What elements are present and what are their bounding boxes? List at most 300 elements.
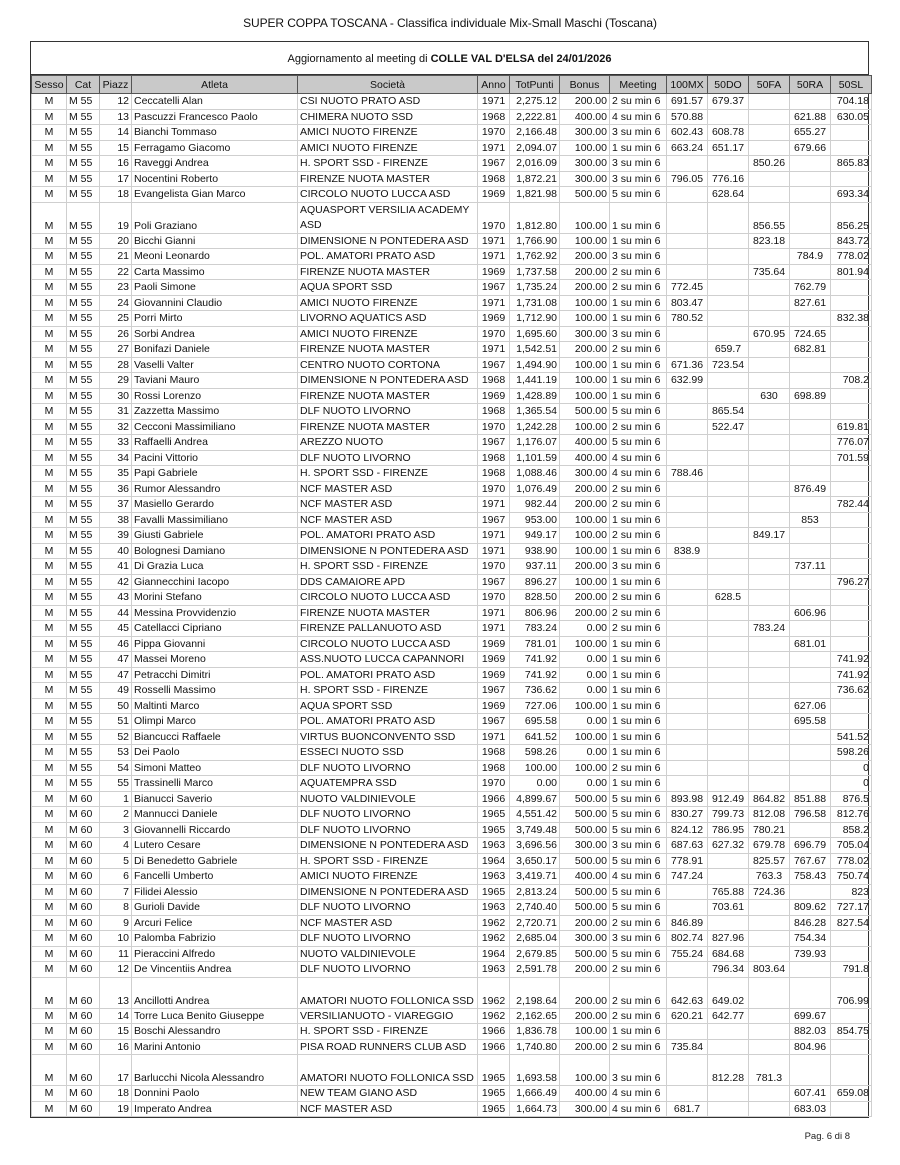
cell-anno: 1969 [478, 698, 510, 714]
cell-totpunti: 1,542.51 [510, 342, 560, 358]
cell-cat: M 60 [67, 807, 100, 823]
table-row [32, 807, 872, 823]
cell-50ra: 758.43 [790, 869, 831, 885]
cell-50ra [790, 884, 831, 900]
cell-50do [708, 543, 749, 559]
cell-societa: POL. AMATORI PRATO ASD [298, 249, 478, 265]
cell-bonus: 300.00 [560, 125, 610, 141]
table-row [32, 156, 872, 172]
cell-50sl: 778.02 [831, 853, 872, 869]
cell-50fa [749, 559, 790, 575]
cell-cat: M 60 [67, 1055, 100, 1086]
cell-atleta: Barlucchi Nicola Alessandro [132, 1055, 298, 1086]
cell-50ra: 607.41 [790, 1086, 831, 1102]
cell-sesso: M [32, 311, 67, 327]
cell-societa: AQUATEMPRA SSD [298, 776, 478, 792]
cell-100mx [667, 342, 708, 358]
table-row [32, 171, 872, 187]
table-row [32, 450, 872, 466]
cell-meeting: 5 su min 6 [610, 404, 667, 420]
cell-50do [708, 760, 749, 776]
cell-meeting: 5 su min 6 [610, 435, 667, 451]
cell-50sl [831, 636, 872, 652]
table-row [32, 962, 872, 978]
cell-anno: 1966 [478, 1039, 510, 1055]
cell-50fa: 825.57 [749, 853, 790, 869]
cell-50fa [749, 404, 790, 420]
cell-50do: 827.96 [708, 931, 749, 947]
cell-atleta: Bolognesi Damiano [132, 543, 298, 559]
cell-anno: 1970 [478, 776, 510, 792]
cell-anno: 1962 [478, 915, 510, 931]
cell-cat: M 60 [67, 853, 100, 869]
cell-totpunti: 0.00 [510, 776, 560, 792]
cell-atleta: Ancillotti Andrea [132, 977, 298, 1008]
cell-50do: 651.17 [708, 140, 749, 156]
cell-50do [708, 450, 749, 466]
cell-50fa [749, 125, 790, 141]
cell-50ra [790, 729, 831, 745]
cell-anno: 1971 [478, 233, 510, 249]
cell-sesso: M [32, 342, 67, 358]
cell-bonus: 0.00 [560, 667, 610, 683]
cell-sesso: M [32, 559, 67, 575]
cell-50ra [790, 621, 831, 637]
cell-50sl [831, 528, 872, 544]
cell-bonus: 200.00 [560, 977, 610, 1008]
cell-50do: 765.88 [708, 884, 749, 900]
cell-meeting: 2 su min 6 [610, 760, 667, 776]
table-row [32, 1024, 872, 1040]
cell-societa: NUOTO VALDINIEVOLE [298, 791, 478, 807]
cell-100mx: 620.21 [667, 1008, 708, 1024]
cell-50sl: 801.94 [831, 264, 872, 280]
cell-atleta: Bianucci Saverio [132, 791, 298, 807]
cell-meeting: 1 su min 6 [610, 543, 667, 559]
cell-sesso: M [32, 605, 67, 621]
cell-sesso: M [32, 187, 67, 203]
cell-50ra [790, 962, 831, 978]
cell-cat: M 55 [67, 481, 100, 497]
cell-sesso: M [32, 760, 67, 776]
cell-totpunti: 1,872.21 [510, 171, 560, 187]
cell-50sl [831, 342, 872, 358]
cell-anno: 1962 [478, 977, 510, 1008]
cell-cat: M 55 [67, 497, 100, 513]
cell-totpunti: 3,696.56 [510, 838, 560, 854]
cell-piazz: 45 [100, 621, 132, 637]
cell-societa: ESSECI NUOTO SSD [298, 745, 478, 761]
cell-societa: AMATORI NUOTO FOLLONICA SSD [298, 977, 478, 1008]
table-row [32, 729, 872, 745]
cell-sesso: M [32, 1039, 67, 1055]
cell-50do [708, 667, 749, 683]
cell-50do [708, 249, 749, 265]
cell-sesso: M [32, 1055, 67, 1086]
cell-atleta: Papi Gabriele [132, 466, 298, 482]
cell-anno: 1962 [478, 1008, 510, 1024]
cell-meeting: 1 su min 6 [610, 574, 667, 590]
cell-50sl: 854.75 [831, 1024, 872, 1040]
cell-atleta: Gurioli Davide [132, 900, 298, 916]
cell-50sl [831, 543, 872, 559]
cell-sesso: M [32, 869, 67, 885]
cell-meeting: 2 su min 6 [610, 605, 667, 621]
cell-meeting: 2 su min 6 [610, 977, 667, 1008]
cell-meeting: 1 su min 6 [610, 776, 667, 792]
cell-totpunti: 1,242.28 [510, 419, 560, 435]
cell-50do: 703.61 [708, 900, 749, 916]
cell-societa: AQUASPORT VERSILIA ACADEMY ASD [298, 202, 478, 233]
cell-meeting: 1 su min 6 [610, 357, 667, 373]
cell-50sl [831, 404, 872, 420]
cell-sesso: M [32, 94, 67, 110]
cell-50ra [790, 233, 831, 249]
cell-cat: M 55 [67, 528, 100, 544]
cell-50fa [749, 512, 790, 528]
cell-sesso: M [32, 574, 67, 590]
cell-100mx [667, 729, 708, 745]
cell-anno: 1968 [478, 745, 510, 761]
table-row [32, 466, 872, 482]
cell-50fa [749, 171, 790, 187]
cell-sesso: M [32, 404, 67, 420]
cell-societa: POL. AMATORI PRATO ASD [298, 667, 478, 683]
cell-societa: DLF NUOTO LIVORNO [298, 962, 478, 978]
cell-societa: H. SPORT SSD - FIRENZE [298, 1024, 478, 1040]
cell-atleta: Di Grazia Luca [132, 559, 298, 575]
update-subtitle [31, 42, 868, 75]
cell-sesso: M [32, 853, 67, 869]
cell-atleta: Giannecchini Iacopo [132, 574, 298, 590]
header-piazz: Piazz [100, 76, 132, 94]
table-row [32, 233, 872, 249]
header-totpunti: TotPunti [510, 76, 560, 94]
cell-piazz: 17 [100, 171, 132, 187]
cell-50do [708, 528, 749, 544]
cell-totpunti: 2,166.48 [510, 125, 560, 141]
cell-meeting: 3 su min 6 [610, 1055, 667, 1086]
cell-50fa [749, 342, 790, 358]
cell-50fa [749, 419, 790, 435]
cell-50do [708, 109, 749, 125]
cell-50fa [749, 450, 790, 466]
cell-piazz: 22 [100, 264, 132, 280]
standings-table [31, 75, 872, 1117]
table-row [32, 125, 872, 141]
cell-totpunti: 1,101.59 [510, 450, 560, 466]
cell-totpunti: 1,740.80 [510, 1039, 560, 1055]
cell-societa: H. SPORT SSD - FIRENZE [298, 156, 478, 172]
cell-societa: FIRENZE NUOTA MASTER [298, 264, 478, 280]
cell-societa: VIRTUS BUONCONVENTO SSD [298, 729, 478, 745]
cell-50sl [831, 280, 872, 296]
cell-piazz: 55 [100, 776, 132, 792]
cell-100mx: 772.45 [667, 280, 708, 296]
cell-atleta: Boschi Alessandro [132, 1024, 298, 1040]
cell-50fa: 856.55 [749, 202, 790, 233]
cell-50fa: 850.26 [749, 156, 790, 172]
cell-piazz: 37 [100, 497, 132, 513]
table-row [32, 636, 872, 652]
cell-piazz: 4 [100, 838, 132, 854]
cell-50fa [749, 249, 790, 265]
table-row [32, 698, 872, 714]
cell-totpunti: 1,821.98 [510, 187, 560, 203]
cell-50sl [831, 559, 872, 575]
header-50fa: 50FA [749, 76, 790, 94]
cell-50fa [749, 94, 790, 110]
cell-meeting: 4 su min 6 [610, 1086, 667, 1102]
cell-50sl [831, 605, 872, 621]
table-row [32, 419, 872, 435]
cell-100mx [667, 605, 708, 621]
cell-100mx [667, 621, 708, 637]
cell-50fa [749, 435, 790, 451]
cell-sesso: M [32, 264, 67, 280]
cell-piazz: 14 [100, 1008, 132, 1024]
cell-cat: M 60 [67, 1086, 100, 1102]
cell-piazz: 18 [100, 1086, 132, 1102]
cell-societa: NEW TEAM GIANO ASD [298, 1086, 478, 1102]
cell-50ra: 882.03 [790, 1024, 831, 1040]
cell-50sl: 856.25 [831, 202, 872, 233]
cell-piazz: 21 [100, 249, 132, 265]
cell-50sl: 823 [831, 884, 872, 900]
cell-50fa: 780.21 [749, 822, 790, 838]
cell-sesso: M [32, 202, 67, 233]
table-row [32, 822, 872, 838]
cell-anno: 1971 [478, 249, 510, 265]
cell-sesso: M [32, 357, 67, 373]
cell-anno: 1964 [478, 946, 510, 962]
cell-anno: 1967 [478, 357, 510, 373]
cell-50fa [749, 745, 790, 761]
cell-anno: 1967 [478, 714, 510, 730]
cell-50ra: 724.65 [790, 326, 831, 342]
cell-sesso: M [32, 822, 67, 838]
cell-bonus: 100.00 [560, 140, 610, 156]
cell-cat: M 55 [67, 652, 100, 668]
cell-atleta: Rosselli Massimo [132, 683, 298, 699]
cell-meeting: 3 su min 6 [610, 931, 667, 947]
cell-50do: 522.47 [708, 419, 749, 435]
cell-cat: M 60 [67, 931, 100, 947]
cell-100mx: 735.84 [667, 1039, 708, 1055]
header-sesso: Sesso [32, 76, 67, 94]
cell-bonus: 0.00 [560, 621, 610, 637]
cell-sesso: M [32, 714, 67, 730]
cell-100mx [667, 450, 708, 466]
cell-societa: NUOTO VALDINIEVOLE [298, 946, 478, 962]
cell-meeting: 5 su min 6 [610, 187, 667, 203]
cell-sesso: M [32, 729, 67, 745]
cell-100mx: 802.74 [667, 931, 708, 947]
cell-totpunti: 783.24 [510, 621, 560, 637]
cell-totpunti: 1,735.24 [510, 280, 560, 296]
cell-50do [708, 1086, 749, 1102]
table-row [32, 1086, 872, 1102]
cell-bonus: 200.00 [560, 264, 610, 280]
cell-bonus: 400.00 [560, 109, 610, 125]
cell-50do [708, 745, 749, 761]
table-row [32, 574, 872, 590]
cell-anno: 1971 [478, 94, 510, 110]
cell-atleta: Biancucci Raffaele [132, 729, 298, 745]
cell-anno: 1965 [478, 822, 510, 838]
header-atleta: Atleta [132, 76, 298, 94]
cell-bonus: 500.00 [560, 884, 610, 900]
cell-sesso: M [32, 807, 67, 823]
cell-societa: DIMENSIONE N PONTEDERA ASD [298, 838, 478, 854]
cell-50fa [749, 977, 790, 1008]
cell-50fa: 803.64 [749, 962, 790, 978]
cell-50fa [749, 683, 790, 699]
cell-bonus: 500.00 [560, 822, 610, 838]
cell-sesso: M [32, 776, 67, 792]
cell-50fa: 763.3 [749, 869, 790, 885]
cell-societa: DLF NUOTO LIVORNO [298, 760, 478, 776]
cell-50ra: 695.58 [790, 714, 831, 730]
cell-atleta: Bicchi Gianni [132, 233, 298, 249]
cell-50sl [831, 698, 872, 714]
cell-anno: 1969 [478, 652, 510, 668]
cell-sesso: M [32, 915, 67, 931]
cell-50ra: 876.49 [790, 481, 831, 497]
cell-cat: M 55 [67, 729, 100, 745]
cell-50do [708, 915, 749, 931]
cell-societa: DLF NUOTO LIVORNO [298, 900, 478, 916]
cell-50do: 649.02 [708, 977, 749, 1008]
cell-100mx [667, 233, 708, 249]
cell-piazz: 51 [100, 714, 132, 730]
cell-50do [708, 559, 749, 575]
cell-50ra: 655.27 [790, 125, 831, 141]
cell-50ra [790, 745, 831, 761]
cell-societa: POL. AMATORI PRATO ASD [298, 528, 478, 544]
cell-piazz: 36 [100, 481, 132, 497]
cell-atleta: Taviani Mauro [132, 373, 298, 389]
cell-piazz: 47 [100, 667, 132, 683]
cell-cat: M 55 [67, 249, 100, 265]
cell-cat: M 60 [67, 1039, 100, 1055]
cell-100mx: 570.88 [667, 109, 708, 125]
cell-atleta: Lutero Cesare [132, 838, 298, 854]
cell-meeting: 2 su min 6 [610, 915, 667, 931]
cell-cat: M 60 [67, 869, 100, 885]
cell-50do [708, 1039, 749, 1055]
cell-bonus: 0.00 [560, 683, 610, 699]
cell-totpunti: 1,737.58 [510, 264, 560, 280]
cell-meeting: 2 su min 6 [610, 1039, 667, 1055]
cell-50do: 608.78 [708, 125, 749, 141]
cell-50ra: 762.79 [790, 280, 831, 296]
cell-bonus: 0.00 [560, 714, 610, 730]
cell-atleta: Donnini Paolo [132, 1086, 298, 1102]
cell-totpunti: 1,731.08 [510, 295, 560, 311]
cell-50do: 799.73 [708, 807, 749, 823]
table-row [32, 776, 872, 792]
cell-atleta: Carta Massimo [132, 264, 298, 280]
cell-cat: M 55 [67, 745, 100, 761]
cell-50do [708, 574, 749, 590]
cell-100mx [667, 667, 708, 683]
cell-anno: 1969 [478, 311, 510, 327]
cell-meeting: 3 su min 6 [610, 326, 667, 342]
cell-anno: 1971 [478, 621, 510, 637]
cell-societa: AMATORI NUOTO FOLLONICA SSD [298, 1055, 478, 1086]
table-body [32, 94, 872, 1117]
cell-50ra [790, 667, 831, 683]
table-row [32, 605, 872, 621]
cell-50sl: 812.76 [831, 807, 872, 823]
cell-meeting: 1 su min 6 [610, 512, 667, 528]
cell-50ra [790, 202, 831, 233]
cell-50fa [749, 590, 790, 606]
cell-anno: 1963 [478, 900, 510, 916]
cell-societa: POL. AMATORI PRATO ASD [298, 714, 478, 730]
cell-anno: 1969 [478, 264, 510, 280]
cell-meeting: 4 su min 6 [610, 109, 667, 125]
cell-anno: 1968 [478, 373, 510, 389]
cell-societa: DLF NUOTO LIVORNO [298, 807, 478, 823]
cell-societa: AMICI NUOTO FIRENZE [298, 140, 478, 156]
cell-50ra [790, 1055, 831, 1086]
cell-50ra [790, 466, 831, 482]
cell-bonus: 500.00 [560, 807, 610, 823]
cell-totpunti: 641.52 [510, 729, 560, 745]
cell-totpunti: 2,222.81 [510, 109, 560, 125]
cell-bonus: 200.00 [560, 915, 610, 931]
cell-societa: FIRENZE NUOTA MASTER [298, 342, 478, 358]
cell-atleta: Giovannini Claudio [132, 295, 298, 311]
cell-50sl: 865.83 [831, 156, 872, 172]
cell-atleta: Marini Antonio [132, 1039, 298, 1055]
cell-societa: DLF NUOTO LIVORNO [298, 404, 478, 420]
cell-societa: NCF MASTER ASD [298, 497, 478, 513]
cell-societa: AMICI NUOTO FIRENZE [298, 295, 478, 311]
cell-50sl: 832.38 [831, 311, 872, 327]
cell-societa: CHIMERA NUOTO SSD [298, 109, 478, 125]
cell-totpunti: 938.90 [510, 543, 560, 559]
cell-50sl: 736.62 [831, 683, 872, 699]
cell-bonus: 100.00 [560, 295, 610, 311]
cell-cat: M 55 [67, 621, 100, 637]
cell-anno: 1967 [478, 280, 510, 296]
cell-50fa [749, 714, 790, 730]
cell-cat: M 55 [67, 109, 100, 125]
cell-100mx: 602.43 [667, 125, 708, 141]
cell-50ra: 699.67 [790, 1008, 831, 1024]
cell-totpunti: 598.26 [510, 745, 560, 761]
cell-50sl: 704.18 [831, 94, 872, 110]
cell-meeting: 1 su min 6 [610, 1024, 667, 1040]
document-title: SUPER COPPA TOSCANA - Classifica individuale Mix-Small Maschi (Toscana) [243, 16, 657, 30]
cell-totpunti: 982.44 [510, 497, 560, 513]
header-50sl: 50SL [831, 76, 872, 94]
cell-totpunti: 1,076.49 [510, 481, 560, 497]
cell-bonus: 400.00 [560, 1086, 610, 1102]
cell-50ra: 696.79 [790, 838, 831, 854]
cell-anno: 1962 [478, 931, 510, 947]
cell-meeting: 2 su min 6 [610, 419, 667, 435]
cell-societa: DIMENSIONE N PONTEDERA ASD [298, 543, 478, 559]
cell-100mx: 687.63 [667, 838, 708, 854]
cell-50sl: 630.05 [831, 109, 872, 125]
cell-totpunti: 736.62 [510, 683, 560, 699]
table-row [32, 559, 872, 575]
cell-sesso: M [32, 946, 67, 962]
